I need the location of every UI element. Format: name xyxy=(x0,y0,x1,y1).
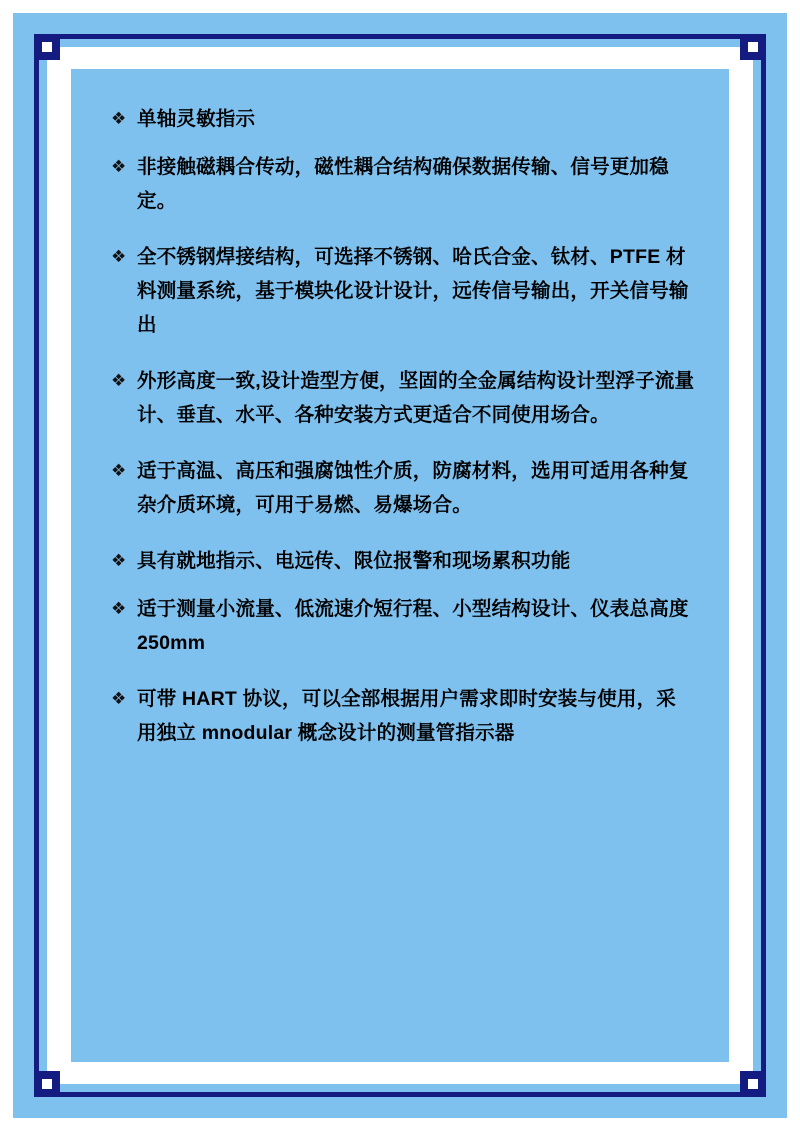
list-item-text: 适于测量小流量、低流速介短行程、小型结构设计、仪表总高度 250mm xyxy=(137,598,689,654)
list-item-text: 非接触磁耦合传动，磁性耦合结构确保数据传输、信号更加稳定。 xyxy=(137,156,669,212)
list-item xyxy=(111,682,695,750)
diamond-bullet-icon: ❖ xyxy=(111,551,127,571)
diamond-bullet-icon: ❖ xyxy=(111,157,127,177)
list-item-text: 全不锈钢焊接结构，可选择不锈钢、哈氏合金、钛材、PTFE 材料测量系统，基于模块化设计设计，远传信号输出，开关信号输出 xyxy=(137,246,689,336)
feature-bullet-list xyxy=(71,69,729,750)
diamond-bullet-icon: ❖ xyxy=(111,247,127,267)
diamond-bullet-icon: ❖ xyxy=(111,109,127,129)
list-item xyxy=(111,364,695,432)
list-item-text: 可带 HART 协议，可以全部根据用户需求即时安装与使用，采用独立 mnodular 概念设计的测量管指示器 xyxy=(137,688,676,744)
diamond-bullet-icon: ❖ xyxy=(111,461,127,481)
content-panel xyxy=(71,69,729,1062)
corner-notch-bottom-right xyxy=(748,1079,758,1089)
corner-notch-top-right xyxy=(748,42,758,52)
list-item-text: 适于高温、高压和强腐蚀性介质，防腐材料，选用可适用各种复杂介质环境，可用于易燃、易爆场合。 xyxy=(137,460,689,516)
list-item xyxy=(111,150,695,218)
diamond-bullet-icon: ❖ xyxy=(111,689,127,709)
corner-notch-top-left xyxy=(42,42,52,52)
diamond-bullet-icon: ❖ xyxy=(111,599,127,619)
list-item xyxy=(111,454,695,522)
list-item xyxy=(111,102,695,136)
corner-notch-bottom-left xyxy=(42,1079,52,1089)
list-item-text: 外形高度一致,设计造型方便，坚固的全金属结构设计型浮子流量计、垂直、水平、各种安装方式更适合不同使用场合。 xyxy=(137,370,695,426)
list-item-text: 单轴灵敏指示 xyxy=(137,108,256,130)
diamond-bullet-icon: ❖ xyxy=(111,371,127,391)
list-item xyxy=(111,240,695,342)
list-item xyxy=(111,592,695,660)
list-item xyxy=(111,544,695,578)
list-item-text: 具有就地指示、电远传、限位报警和现场累积功能 xyxy=(137,550,571,572)
